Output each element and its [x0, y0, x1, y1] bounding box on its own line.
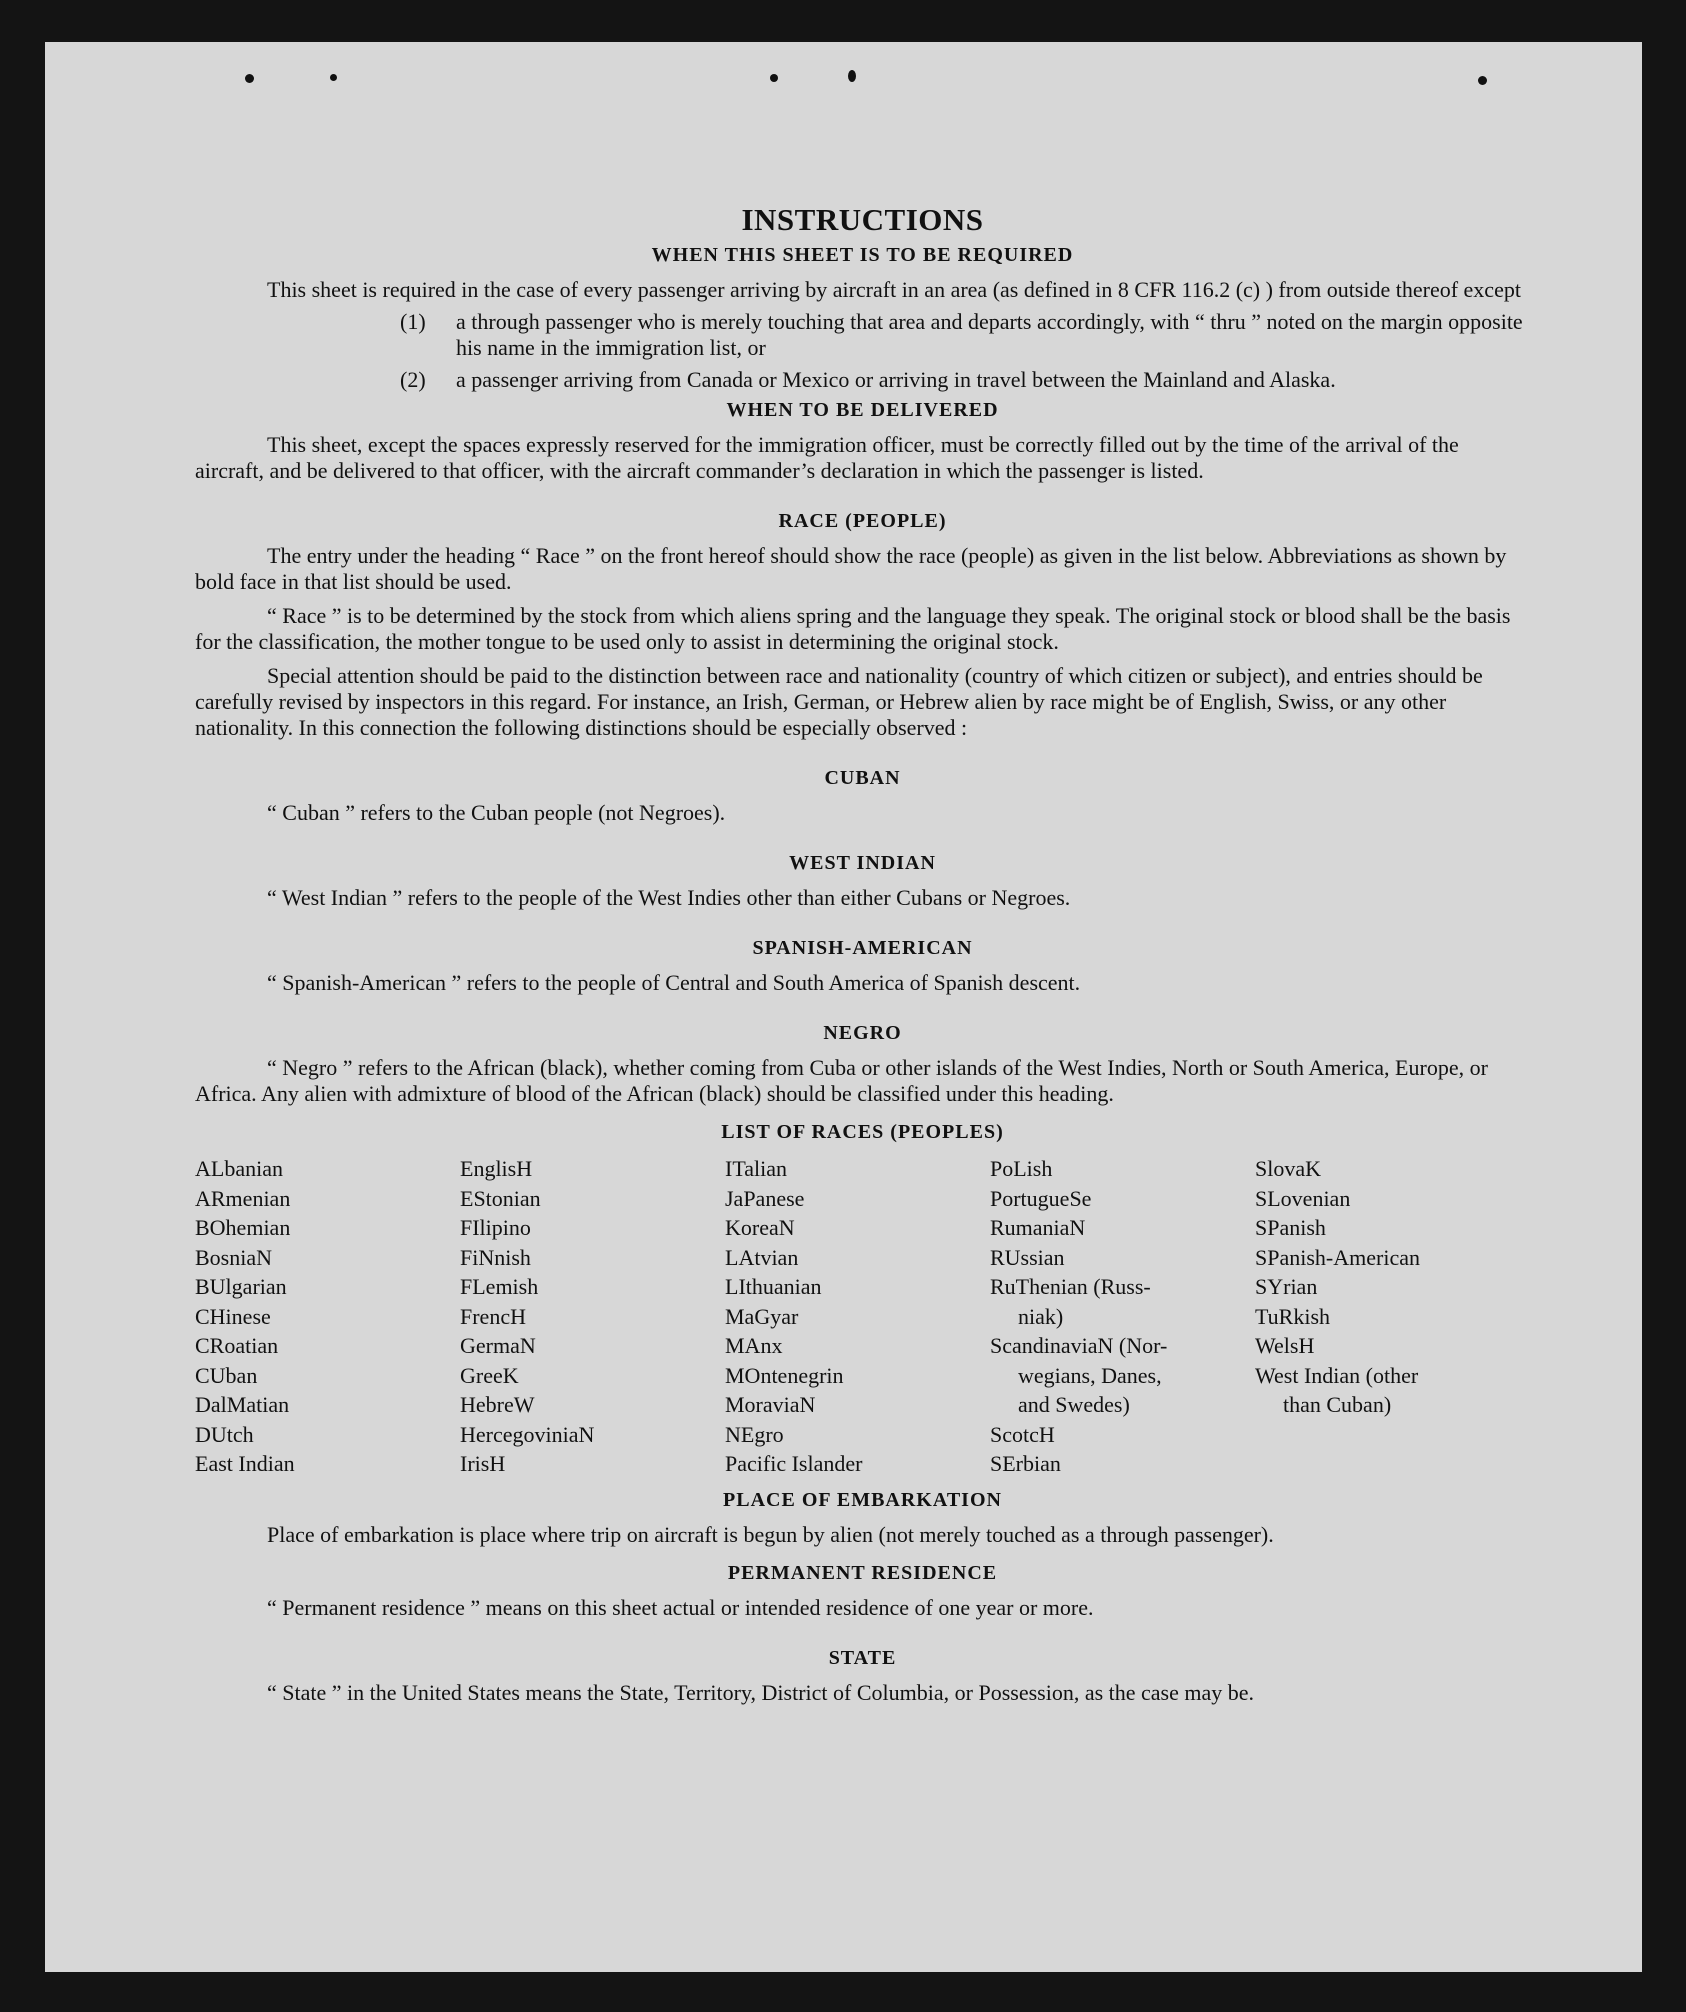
race-entry: ScotcH [990, 1421, 1055, 1447]
race-entry: EStonian [460, 1185, 541, 1211]
race-entry: and Swedes) [1018, 1392, 1130, 1417]
race-entry: LIthuanian [725, 1274, 822, 1299]
race-column [725, 1154, 990, 1479]
punch-mark [770, 74, 778, 82]
embarkation-text: Place of embarkation is place where trip on aircraft is begun by alien (not merely touched as a through passenger). [267, 1521, 1274, 1547]
item-text: a through passenger who is merely touching that area and departs accordingly, with “ thru ” noted on the margin opposite his name in the immigration list, or [456, 309, 1523, 360]
race-entry: HercegoviniaN [460, 1421, 595, 1447]
west-indian-text: “ West Indian ” refers to the people of the West Indies other than either Cubans or Negroes. [267, 885, 1071, 910]
race-column [195, 1154, 460, 1479]
section-heading-residence: PERMANENT RESIDENCE [727, 1561, 998, 1584]
race-entry: GreeK [460, 1362, 519, 1388]
race-entry: ITalian [725, 1156, 787, 1181]
state-text: “ State ” in the United States means the State, Territory, District of Columbia, or Possession, as the case may be. [267, 1679, 1255, 1705]
race-column [990, 1154, 1255, 1479]
item-text: a passenger arriving from Canada or Mexico or arriving in travel between the Mainland and Alaska. [456, 367, 1336, 392]
negro-text: “ Negro ” refers to the African (black), whether coming from Cuba or other islands of the West Indies, North or South America, Europe, or Africa. Any alien with admixture of blood of the African (black) should be classified under this heading. [195, 1055, 1488, 1106]
exception-list [195, 309, 1530, 393]
race-entry: FLemish [460, 1274, 539, 1299]
race-entry: BOhemian [195, 1215, 291, 1240]
section-heading-when-delivered: WHEN TO BE DELIVERED [726, 399, 999, 421]
race-entry: BUlgarian [195, 1274, 287, 1299]
race-entry: HebreW [460, 1392, 535, 1417]
race-entry: CHinese [195, 1303, 271, 1329]
document-content [195, 162, 1530, 1706]
list-item [195, 309, 1530, 361]
punch-mark [848, 70, 856, 82]
race-entry: than Cuban) [1283, 1392, 1392, 1417]
item-number: (1) [400, 309, 426, 334]
race-entry: MaGyar [725, 1303, 799, 1329]
race-entry: CUban [195, 1362, 258, 1388]
race-entry: CRoatian [195, 1333, 279, 1358]
section-heading-negro: NEGRO [823, 1022, 902, 1044]
race-entry: BosniaN [195, 1244, 272, 1270]
item-number: (2) [400, 367, 426, 392]
race-entry: KoreaN [725, 1215, 795, 1240]
race-entry: West Indian (other [1255, 1362, 1419, 1388]
race-entry: FiNnish [460, 1244, 531, 1270]
section-heading-spanish-american: SPANISH-AMERICAN [752, 937, 973, 959]
document-page [45, 42, 1642, 1972]
race-column [460, 1154, 725, 1479]
race-entry: WelsH [1255, 1333, 1315, 1358]
race-entry: RUssian [990, 1244, 1065, 1270]
race-entry: ARmenian [195, 1185, 291, 1211]
section-heading-west-indian: WEST INDIAN [789, 852, 936, 874]
list-item [195, 367, 1530, 393]
section-heading-embarkation: PLACE OF EMBARKATION [723, 1488, 1002, 1511]
race-paragraph: Special attention should be paid to the distinction between race and nationality (country of which citizen or subject), and entries should be carefully revised by inspectors in this regard. For instance, an Irish, German, or Hebrew alien by race might be of English, Swiss, or any other nationality. In this connection the following distinctions should be especially observed : [195, 663, 1483, 740]
race-entry: SYrian [1255, 1274, 1318, 1299]
race-column [1255, 1154, 1530, 1479]
race-entry: ScandinaviaN (Nor- [990, 1333, 1168, 1358]
race-entry: PoLish [990, 1156, 1053, 1181]
section-heading-list-of-races: LIST OF RACES (PEOPLES) [721, 1121, 1004, 1143]
section-heading-race: RACE (PEOPLE) [778, 510, 947, 532]
race-entry: GermaN [460, 1333, 536, 1358]
punch-mark [330, 74, 337, 81]
race-entry: East Indian [195, 1451, 295, 1476]
race-entry: NEgro [725, 1421, 784, 1447]
race-entry: RuThenian (Russ- [990, 1274, 1151, 1299]
race-entry: TuRkish [1255, 1303, 1331, 1329]
section-heading-when-required: WHEN THIS SHEET IS TO BE REQUIRED [651, 244, 1074, 266]
cuban-text: “ Cuban ” refers to the Cuban people (not Negroes). [267, 800, 726, 825]
section-heading-cuban: CUBAN [824, 767, 901, 789]
section-heading-state: STATE [828, 1646, 897, 1669]
race-entry: MAnx [725, 1333, 783, 1358]
race-entry: Pacific Islander [725, 1451, 863, 1476]
residence-text: “ Permanent residence ” means on this sheet actual or intended residence of one year or more. [267, 1594, 1094, 1620]
race-entry: RumaniaN [990, 1215, 1086, 1240]
race-entry: SPanish [1255, 1215, 1326, 1240]
race-entry: FrencH [460, 1303, 526, 1329]
race-entry: DUtch [195, 1421, 254, 1447]
race-entry: JaPanese [725, 1185, 805, 1211]
race-entry: PortugueSe [990, 1185, 1092, 1211]
spanish-american-text: “ Spanish-American ” refers to the people of Central and South America of Spanish descent. [267, 970, 1081, 995]
punch-mark [245, 74, 254, 83]
race-entry: ALbanian [195, 1156, 283, 1181]
race-entry: MoraviaN [725, 1392, 816, 1417]
race-entry: niak) [1018, 1303, 1064, 1329]
race-paragraph: “ Race ” is to be determined by the stock from which aliens spring and the language they speak. The original stock or blood shall be the basis for the classification, the mother tongue to be used only to assist in determining the original stock. [195, 603, 1511, 654]
race-entry: FIlipino [460, 1215, 531, 1240]
race-entry: IrisH [460, 1451, 506, 1476]
when-delivered-text: This sheet, except the spaces expressly reserved for the immigration officer, must be correctly filled out by the time of the arrival of the aircraft, and be delivered to that officer, with the aircraft commander’s declaration in which the passenger is listed. [195, 432, 1459, 483]
page-title: INSTRUCTIONS [741, 202, 984, 237]
race-entry: DalMatian [195, 1392, 290, 1417]
races-table [195, 1154, 1530, 1479]
race-entry: wegians, Danes, [1018, 1362, 1162, 1388]
race-paragraph: The entry under the heading “ Race ” on the front hereof should show the race (people) as given in the list below. Abbreviations as shown by bold face in that list should be used. [195, 543, 1507, 594]
race-entry: SPanish-American [1255, 1244, 1420, 1270]
race-entry: EnglisH [460, 1156, 533, 1181]
race-entry: SLovenian [1255, 1185, 1351, 1211]
race-entry: SlovaK [1255, 1156, 1321, 1181]
when-required-intro: This sheet is required in the case of every passenger arriving by aircraft in an area (as defined in 8 CFR 116.2 (c) ) from outside thereof except [267, 277, 1521, 302]
punch-mark [1478, 76, 1487, 85]
race-entry: LAtvian [725, 1244, 799, 1270]
race-entry: SErbian [990, 1451, 1061, 1476]
race-entry: MOntenegrin [725, 1362, 844, 1388]
